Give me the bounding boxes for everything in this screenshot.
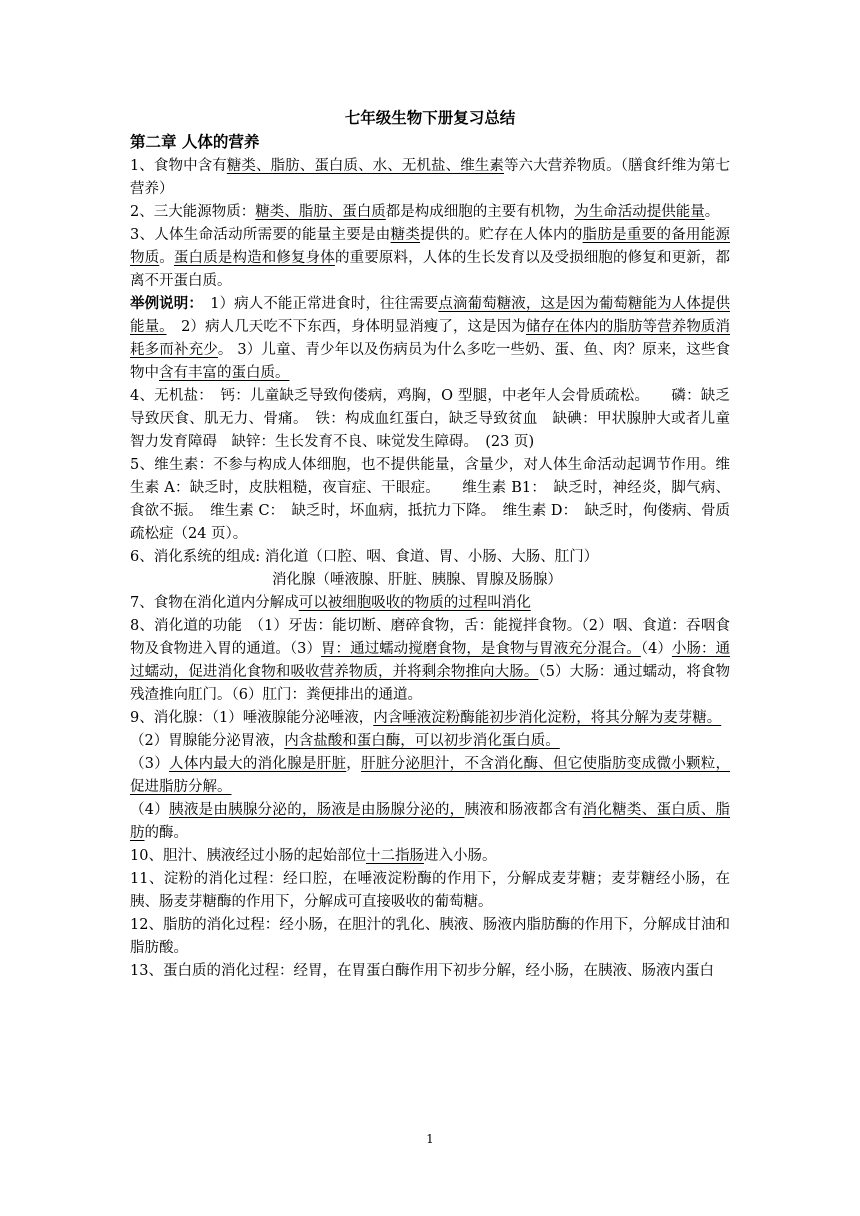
underlined-text: 点滴葡萄糖液，这是因为葡萄糖能为人体提供能量。 <box>130 296 731 335</box>
text-segment: 。 <box>159 250 174 266</box>
underlined-text: 胰液是由胰腺分泌的，肠液是由肠腺分泌的， <box>169 802 465 818</box>
text-segment: 5、维生素：不参与构成人体细胞，也不提供能量，含量少，对人体生命活动起调节作用。维生素 A：缺乏时，皮肤粗糙，夜盲症、干眼症。 维生素 B1： 缺乏时，神经炎，脚气病、食欲不振。 维生素 C： 缺乏时，坏血病，抵抗力下降。 维生素 D： 缺乏时，佝偻病、骨质疏松症（24 页）。 <box>130 457 730 542</box>
underlined-text: 蛋白质是构造和修复身体 <box>173 250 335 266</box>
text-segment: 3、人体生命活动所需要的能量主要是由 <box>130 227 391 243</box>
text-segment: 消化腺（唾液腺、肝脏、胰腺、胃腺及肠腺） <box>272 572 562 588</box>
paragraph <box>130 914 730 960</box>
text-segment: （2）胃腺能分泌胃液， <box>130 733 285 749</box>
underlined-text: 胃：通过蠕动搅磨食物，是食物与胃液充分混合。 <box>321 641 641 657</box>
underlined-text: 人体内最大的消化腺是肝脏 <box>169 756 347 772</box>
text-segment: 的酶。 <box>144 825 188 841</box>
underlined-text: 为生命活动提供能量 <box>574 204 705 220</box>
document-body <box>130 106 730 983</box>
text-segment: 9、消化腺：（1）唾液腺能分泌唾液， <box>130 710 374 726</box>
underlined-text: 含有丰富的蛋白质。 <box>159 365 290 381</box>
paragraph <box>130 224 730 293</box>
text-segment: 都是构成细胞的主要有机物， <box>385 204 575 220</box>
paragraph <box>130 960 730 983</box>
text-segment: 。 <box>704 204 720 220</box>
paragraph <box>130 845 730 868</box>
paragraph <box>130 592 730 615</box>
text-segment: 7、食物在消化道内分解成 <box>130 595 299 611</box>
paragraph <box>130 615 730 707</box>
paragraph <box>130 293 730 385</box>
text-segment: 提供的。贮存在人体内的 <box>420 227 583 243</box>
text-segment: 2）病人几天吃不下东西，身体明显消瘦了，这是因为 <box>166 319 526 335</box>
underlined-text: 内含盐酸和蛋白酶，可以初步消化蛋白质。 <box>284 733 560 749</box>
text-segment: 等六大营养物质。（膳食纤维为第七营养） <box>130 158 731 197</box>
text-segment: 2、三大能源物质： <box>130 204 256 220</box>
paragraph <box>130 707 730 730</box>
underlined-text: 脂肪是重要的备用能源物质 <box>130 227 731 266</box>
text-segment: （4） <box>130 802 170 818</box>
text-segment: 4、无机盐： 钙：儿童缺乏导致佝偻病，鸡胸，O 型腿，中老年人会骨质疏松。 磷：缺乏导致厌食、肌无力、骨痛。 铁：构成血红蛋白，缺乏导致贫血 缺碘：甲状腺肿大或者儿童智力发育障碍 缺锌：生长发育不良、味觉发生障碍。 (23 页) <box>130 388 730 450</box>
underlined-text: 可以被细胞吸收的物质的过程叫消化 <box>298 595 531 611</box>
chapter-heading: 第二章 人体的营养 <box>130 133 260 151</box>
text-segment: 8、消化道的功能 （1）牙齿：能切断、磨碎食物，舌：能搅拌食物。（2）咽、食道：吞咽食物及食物进入胃的通道。（3） <box>130 618 730 657</box>
underlined-text: 消化糖类、蛋白质、脂肪 <box>130 802 731 841</box>
text-segment: 13、蛋白质的消化过程：经胃，在胃蛋白酶作用下初步分解，经小肠，在胰液、肠液内蛋白 <box>130 963 714 979</box>
paragraph <box>130 385 730 454</box>
paragraph <box>130 201 730 224</box>
text-segment: （5）大肠：通过蠕动，将食物残渣推向肛门。（6）肛门：粪便排出的通道。 <box>130 664 730 703</box>
underlined-text: 小肠：通过蠕动，促进消化食物和吸收营养物质，并将剩余物推向大肠。 <box>130 641 731 680</box>
paragraph <box>130 868 730 914</box>
paragraph <box>130 569 730 592</box>
underlined-text: 糖类、脂肪、蛋白质 <box>255 204 386 220</box>
paragraph-list <box>130 155 730 983</box>
text-segment: 11、淀粉的消化过程：经口腔，在唾液淀粉酶的作用下，分解成麦芽糖；麦芽糖经小肠，在胰、肠麦芽糖酶的作用下，分解成可直接吸收的葡萄糖。 <box>130 871 730 910</box>
underlined-text: 糖类 <box>390 227 421 243</box>
underlined-text: 肝脏分泌胆汁，不含消化酶、但它使脂肪变成微小颗粒，促进脂肪分解。 <box>130 756 731 795</box>
paragraph <box>130 753 730 799</box>
underlined-text: 十二指肠 <box>365 848 424 864</box>
text-segment: 1）病人不能正常进食时，往往需要 <box>195 296 439 312</box>
text-segment: 10、胆汁、胰液经过小肠的起始部位 <box>130 848 366 864</box>
text-segment: 进入小肠。 <box>423 848 497 864</box>
text-segment: ， <box>346 756 362 772</box>
paragraph <box>130 730 730 753</box>
underlined-text: 储存在体内的脂肪等营养物质消耗多而补充少 <box>130 319 731 358</box>
text-segment: 胰液和肠液都含有 <box>464 802 583 818</box>
text-segment: （3） <box>130 756 170 772</box>
page-title: 七年级生物下册复习总结 <box>344 109 516 127</box>
underlined-text: 糖类、脂肪、蛋白质、水、无机盐、维生素 <box>226 158 504 174</box>
text-segment: 12、脂肪的消化过程：经小肠，在胆汁的乳化、胰液、肠液内脂肪酶的作用下，分解成甘油和脂肪酸。 <box>130 917 730 956</box>
paragraph <box>130 454 730 546</box>
text-segment: 6、消化系统的组成: 消化道（口腔、咽、食道、胃、小肠、大肠、肛门） <box>130 549 599 565</box>
paragraph <box>130 155 730 201</box>
text-segment: 1、食物中含有 <box>130 158 227 174</box>
paragraph <box>130 546 730 569</box>
text-segment: （4） <box>640 641 672 657</box>
underlined-text: 内含唾液淀粉酶能初步消化淀粉，将其分解为麦芽糖。 <box>373 710 722 726</box>
page-number: 1 <box>426 1132 434 1146</box>
text-segment: 的重要原料，人体的生长发育以及受损细胞的修复和更新，都离不开蛋白质。 <box>130 250 731 289</box>
text-segment: 。 3）儿童、青少年以及伤病员为什么多吃一些奶、蛋、鱼、肉？原来，这些食物中 <box>130 342 730 381</box>
paragraph <box>130 799 730 845</box>
bold-label: 举例说明： <box>130 296 196 312</box>
